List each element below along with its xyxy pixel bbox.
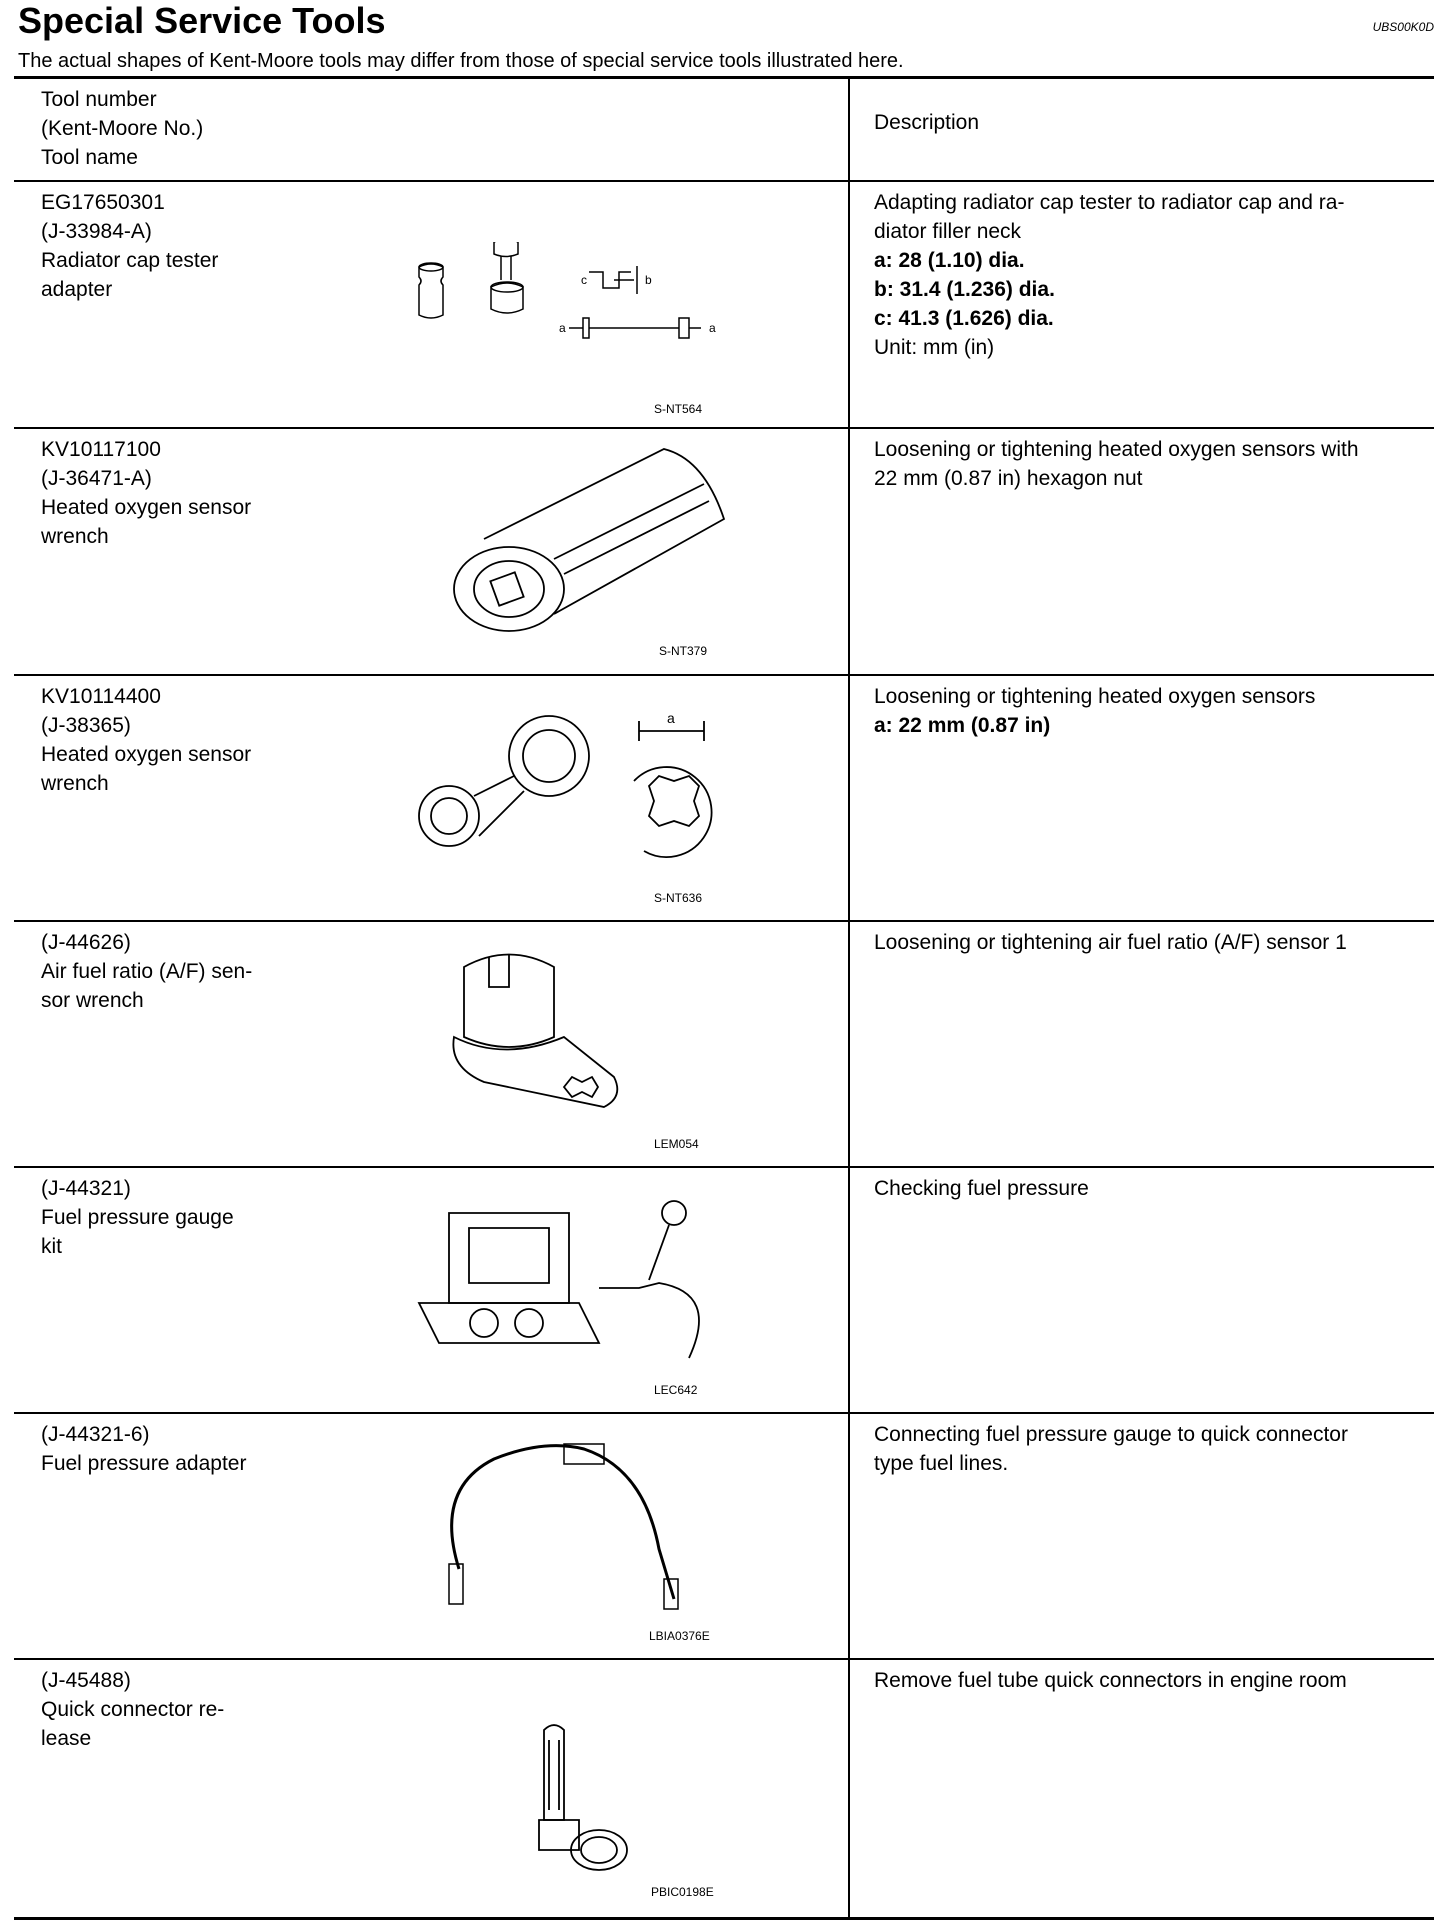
quick-connector-release-illustration — [534, 1720, 654, 1880]
tool-name: Radiator cap tester — [41, 249, 219, 272]
tool-name: Quick connector re- — [41, 1698, 225, 1721]
dim-label-b: b — [645, 273, 652, 287]
table-row — [14, 429, 1434, 676]
fuel-pressure-adapter-hose-illustration — [434, 1429, 734, 1619]
kent-moore-number: (J-44626) — [41, 931, 131, 954]
description-line: Loosening or tightening air fuel ratio (A/F) sensor 1 — [874, 931, 1347, 954]
unit-label: Unit: mm (in) — [874, 336, 995, 359]
kent-moore-number: (J-33984-A) — [41, 220, 152, 243]
description-line: type fuel lines. — [874, 1452, 1009, 1475]
dimension-a: a: 28 (1.10) dia. — [874, 249, 1025, 272]
oxygen-sensor-flare-wrench-illustration — [409, 701, 759, 871]
tool-info — [41, 928, 341, 1015]
dimension-a: a: 22 mm (0.87 in) — [874, 714, 1051, 737]
kent-moore-number: (J-44321-6) — [41, 1423, 150, 1446]
table-row — [14, 676, 1434, 922]
tool-name-cont: sor wrench — [41, 989, 144, 1012]
dim-label-a-left: a — [559, 321, 566, 335]
tool-description — [874, 928, 1424, 957]
figure-code: S-NT379 — [659, 644, 708, 658]
oxygen-sensor-socket-illustration — [434, 439, 754, 639]
tools-table — [14, 76, 1434, 1920]
kent-moore-number: (J-45488) — [41, 1669, 131, 1692]
tool-info — [41, 1420, 341, 1478]
tool-name-cont: kit — [41, 1235, 62, 1258]
tool-name: Heated oxygen sensor — [41, 496, 252, 519]
figure-code: LBIA0376E — [649, 1629, 710, 1643]
table-row — [14, 922, 1434, 1168]
tool-description — [874, 435, 1424, 493]
header-label-kent-moore: (Kent-Moore No.) — [41, 117, 204, 140]
kent-moore-number: (J-44321) — [41, 1177, 131, 1200]
tool-description — [874, 682, 1424, 740]
header-label-tool-name: Tool name — [41, 146, 138, 169]
tool-info — [41, 682, 341, 798]
figure-code: PBIC0198E — [651, 1885, 714, 1899]
tool-info — [41, 1666, 341, 1753]
dimension-c: c: 41.3 (1.626) dia. — [874, 307, 1054, 330]
description-line: Connecting fuel pressure gauge to quick connector — [874, 1423, 1348, 1446]
tool-info — [41, 435, 341, 551]
figure-code: S-NT636 — [654, 891, 703, 905]
header-description: Description — [874, 111, 980, 134]
tool-number: EG17650301 — [41, 191, 165, 214]
tool-name: Air fuel ratio (A/F) sen- — [41, 960, 253, 983]
tool-description — [874, 1420, 1424, 1478]
page-note: The actual shapes of Kent-Moore tools may differ from those of special service tools illustrated here. — [18, 50, 904, 72]
tool-name-cont: lease — [41, 1727, 92, 1750]
table-row — [14, 1414, 1434, 1660]
tool-number: KV10114400 — [41, 685, 161, 708]
tool-description — [874, 1666, 1424, 1695]
tool-info — [41, 1174, 341, 1261]
tool-name: Heated oxygen sensor — [41, 743, 252, 766]
description-line: Loosening or tightening heated oxygen sensors — [874, 685, 1316, 708]
header-label-tool-number: Tool number — [41, 88, 157, 111]
dim-label-c: c — [581, 273, 587, 287]
description-line: diator filler neck — [874, 220, 1022, 243]
tool-name: Fuel pressure gauge — [41, 1206, 234, 1229]
dim-label-a-right: a — [709, 321, 716, 335]
kent-moore-number: (J-36471-A) — [41, 467, 152, 490]
tool-name: Fuel pressure adapter — [41, 1452, 247, 1475]
table-header-row — [14, 79, 1434, 182]
figure-code: LEM054 — [654, 1137, 699, 1151]
document-id: UBS00K0D — [1372, 20, 1434, 34]
description-line: Checking fuel pressure — [874, 1177, 1089, 1200]
fuel-pressure-gauge-kit-illustration — [409, 1193, 759, 1373]
table-row — [14, 182, 1434, 429]
description-line: Remove fuel tube quick connectors in engine room — [874, 1669, 1347, 1692]
af-sensor-wrench-illustration — [444, 937, 664, 1137]
description-line: Loosening or tightening heated oxygen sensors with — [874, 438, 1359, 461]
description-line: Adapting radiator cap tester to radiator cap and ra- — [874, 191, 1345, 214]
figure-code: S-NT564 — [654, 402, 703, 416]
dim-label-a: a — [667, 710, 675, 726]
tool-number: KV10117100 — [41, 438, 161, 461]
table-row — [14, 1660, 1434, 1917]
kent-moore-number: (J-38365) — [41, 714, 131, 737]
dimension-b: b: 31.4 (1.236) dia. — [874, 278, 1055, 301]
header-left-cell — [41, 85, 341, 172]
tool-info — [41, 188, 341, 304]
tool-name-cont: adapter — [41, 278, 113, 301]
tool-name-cont: wrench — [41, 525, 109, 548]
tool-name-cont: wrench — [41, 772, 109, 795]
tool-description — [874, 1174, 1424, 1203]
tool-description — [874, 188, 1424, 362]
figure-code: LEC642 — [654, 1383, 698, 1397]
description-line: 22 mm (0.87 in) hexagon nut — [874, 467, 1143, 490]
table-row — [14, 1168, 1434, 1414]
page-title: Special Service Tools — [18, 0, 386, 41]
radiator-cap-tester-adapter-illustration — [409, 242, 769, 362]
